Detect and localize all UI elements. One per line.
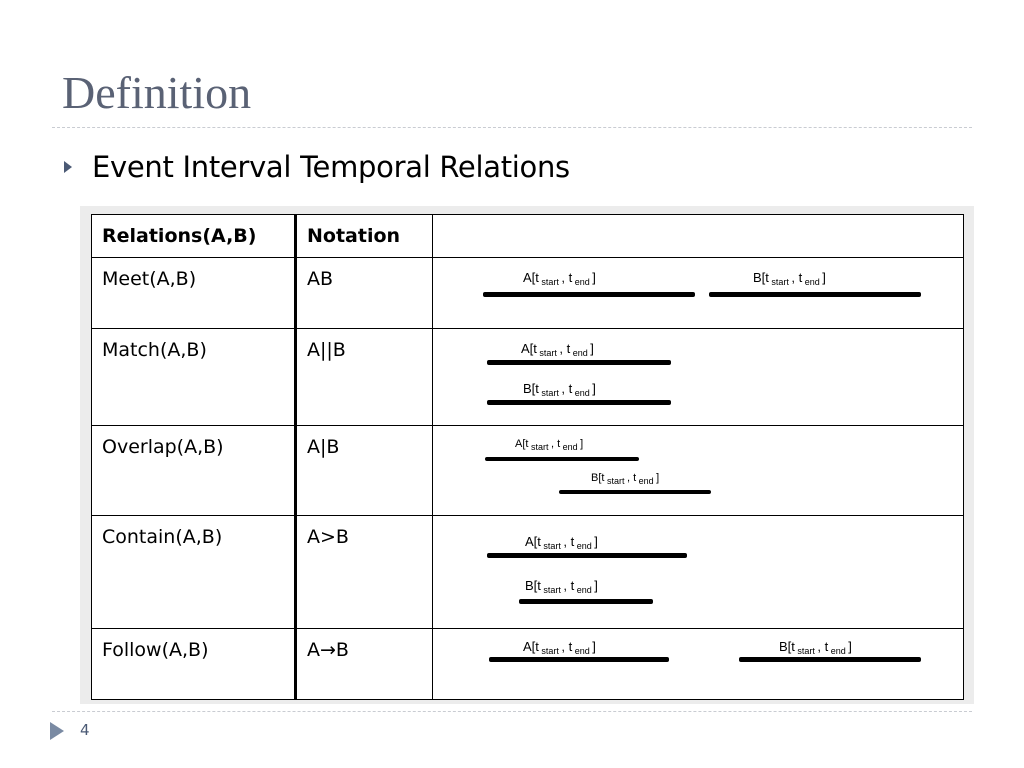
title-divider: [52, 127, 972, 128]
relation-cell: Contain(A,B): [92, 516, 296, 629]
interval-start-sub: start: [538, 646, 562, 656]
diagram-cell: [433, 426, 964, 516]
overlap-diagram: [433, 426, 963, 515]
interval-close: ]: [594, 534, 598, 549]
interval-start-sub: start: [768, 277, 792, 287]
interval-end-sub: end: [802, 277, 823, 287]
diagram-cell: [433, 329, 964, 426]
diagram-cell: [433, 516, 964, 629]
interval-prefix: A[t: [515, 438, 529, 450]
interval-a: [515, 438, 583, 452]
interval-end-sub: end: [572, 277, 593, 287]
interval-close: ]: [848, 639, 852, 654]
relation-cell: Meet(A,B): [92, 258, 296, 329]
interval-start-sub: start: [538, 277, 562, 287]
interval-a: [523, 270, 596, 287]
interval-close: ]: [592, 270, 596, 285]
interval-start-sub: start: [540, 541, 564, 551]
interval-b-bar: [709, 292, 921, 297]
interval-b-bar: [519, 599, 653, 604]
interval-end-sub: end: [574, 541, 595, 551]
interval-prefix: A[t: [521, 341, 537, 356]
interval-prefix: B[t: [753, 270, 769, 285]
interval-start-sub: start: [536, 348, 560, 358]
table-row: [92, 426, 964, 516]
interval-prefix: A[t: [525, 534, 541, 549]
follow-diagram: [433, 629, 963, 699]
interval-end-sub: end: [572, 388, 593, 398]
interval-prefix: B[t: [591, 472, 605, 484]
interval-prefix: B[t: [523, 381, 539, 396]
interval-b: [523, 381, 596, 398]
relation-cell: Overlap(A,B): [92, 426, 296, 516]
page-number: 4: [80, 721, 90, 739]
slide-title: Definition: [62, 67, 252, 118]
interval-b-bar: [739, 657, 921, 662]
interval-prefix: A[t: [523, 270, 539, 285]
notation-cell: A>B: [296, 516, 433, 629]
interval-start-sub: start: [538, 388, 562, 398]
interval-end-sub: end: [574, 585, 595, 595]
notation-cell: AB: [296, 258, 433, 329]
interval-a: [525, 534, 598, 551]
interval-close: ]: [656, 472, 660, 484]
interval-close: ]: [580, 438, 584, 450]
interval-close: ]: [594, 578, 598, 593]
interval-a-bar: [487, 360, 671, 365]
interval-prefix: A[t: [523, 639, 539, 654]
bullet-text: Event Interval Temporal Relations: [92, 150, 570, 184]
interval-a: [521, 341, 594, 358]
interval-sep: , t: [561, 639, 573, 654]
interval-sep: , t: [559, 341, 571, 356]
interval-a-bar: [485, 457, 639, 461]
relations-table: [91, 214, 964, 700]
interval-prefix: B[t: [779, 639, 795, 654]
interval-end-sub: end: [828, 646, 849, 656]
interval-b: [591, 472, 659, 486]
diagram-cell: [433, 258, 964, 329]
notation-cell: A||B: [296, 329, 433, 426]
interval-sep: , t: [550, 438, 561, 450]
table-row: [92, 516, 964, 629]
diagram-cell: [433, 629, 964, 700]
interval-close: ]: [822, 270, 826, 285]
interval-end-sub: end: [570, 348, 591, 358]
bullet-item: [64, 150, 570, 184]
header-relations: Relations(A,B): [92, 215, 296, 258]
interval-b-bar: [559, 490, 711, 494]
interval-close: ]: [592, 381, 596, 396]
interval-a-bar: [489, 657, 669, 662]
notation-cell: A|B: [296, 426, 433, 516]
table-row: [92, 258, 964, 329]
table-row: [92, 329, 964, 426]
interval-end-sub: end: [636, 476, 657, 486]
interval-sep: , t: [817, 639, 829, 654]
interval-sep: , t: [791, 270, 803, 285]
interval-a: [523, 639, 596, 656]
page-arrow-icon: [50, 722, 64, 740]
interval-end-sub: end: [560, 442, 581, 452]
interval-close: ]: [592, 639, 596, 654]
interval-sep: , t: [563, 534, 575, 549]
meet-diagram: [433, 258, 963, 328]
interval-b: [525, 578, 598, 595]
header-diagram: [433, 215, 964, 258]
interval-end-sub: end: [572, 646, 593, 656]
interval-prefix: B[t: [525, 578, 541, 593]
table-row: [92, 629, 964, 700]
interval-b-bar: [487, 400, 671, 405]
contain-diagram: [433, 516, 963, 628]
relation-cell: Match(A,B): [92, 329, 296, 426]
bullet-arrow-icon: [64, 161, 72, 173]
interval-a-bar: [487, 553, 687, 558]
interval-start-sub: start: [604, 476, 627, 486]
interval-sep: , t: [563, 578, 575, 593]
footer-divider: [52, 711, 972, 712]
interval-close: ]: [590, 341, 594, 356]
interval-start-sub: start: [528, 442, 551, 452]
match-diagram: [433, 329, 963, 425]
notation-cell: A→B: [296, 629, 433, 700]
interval-start-sub: start: [794, 646, 818, 656]
interval-sep: , t: [561, 381, 573, 396]
interval-b: [753, 270, 826, 287]
interval-start-sub: start: [540, 585, 564, 595]
table-header-row: [92, 215, 964, 258]
interval-a-bar: [483, 292, 695, 297]
relation-cell: Follow(A,B): [92, 629, 296, 700]
interval-sep: , t: [561, 270, 573, 285]
header-notation: Notation: [296, 215, 433, 258]
interval-sep: , t: [626, 472, 637, 484]
interval-b: [779, 639, 852, 656]
